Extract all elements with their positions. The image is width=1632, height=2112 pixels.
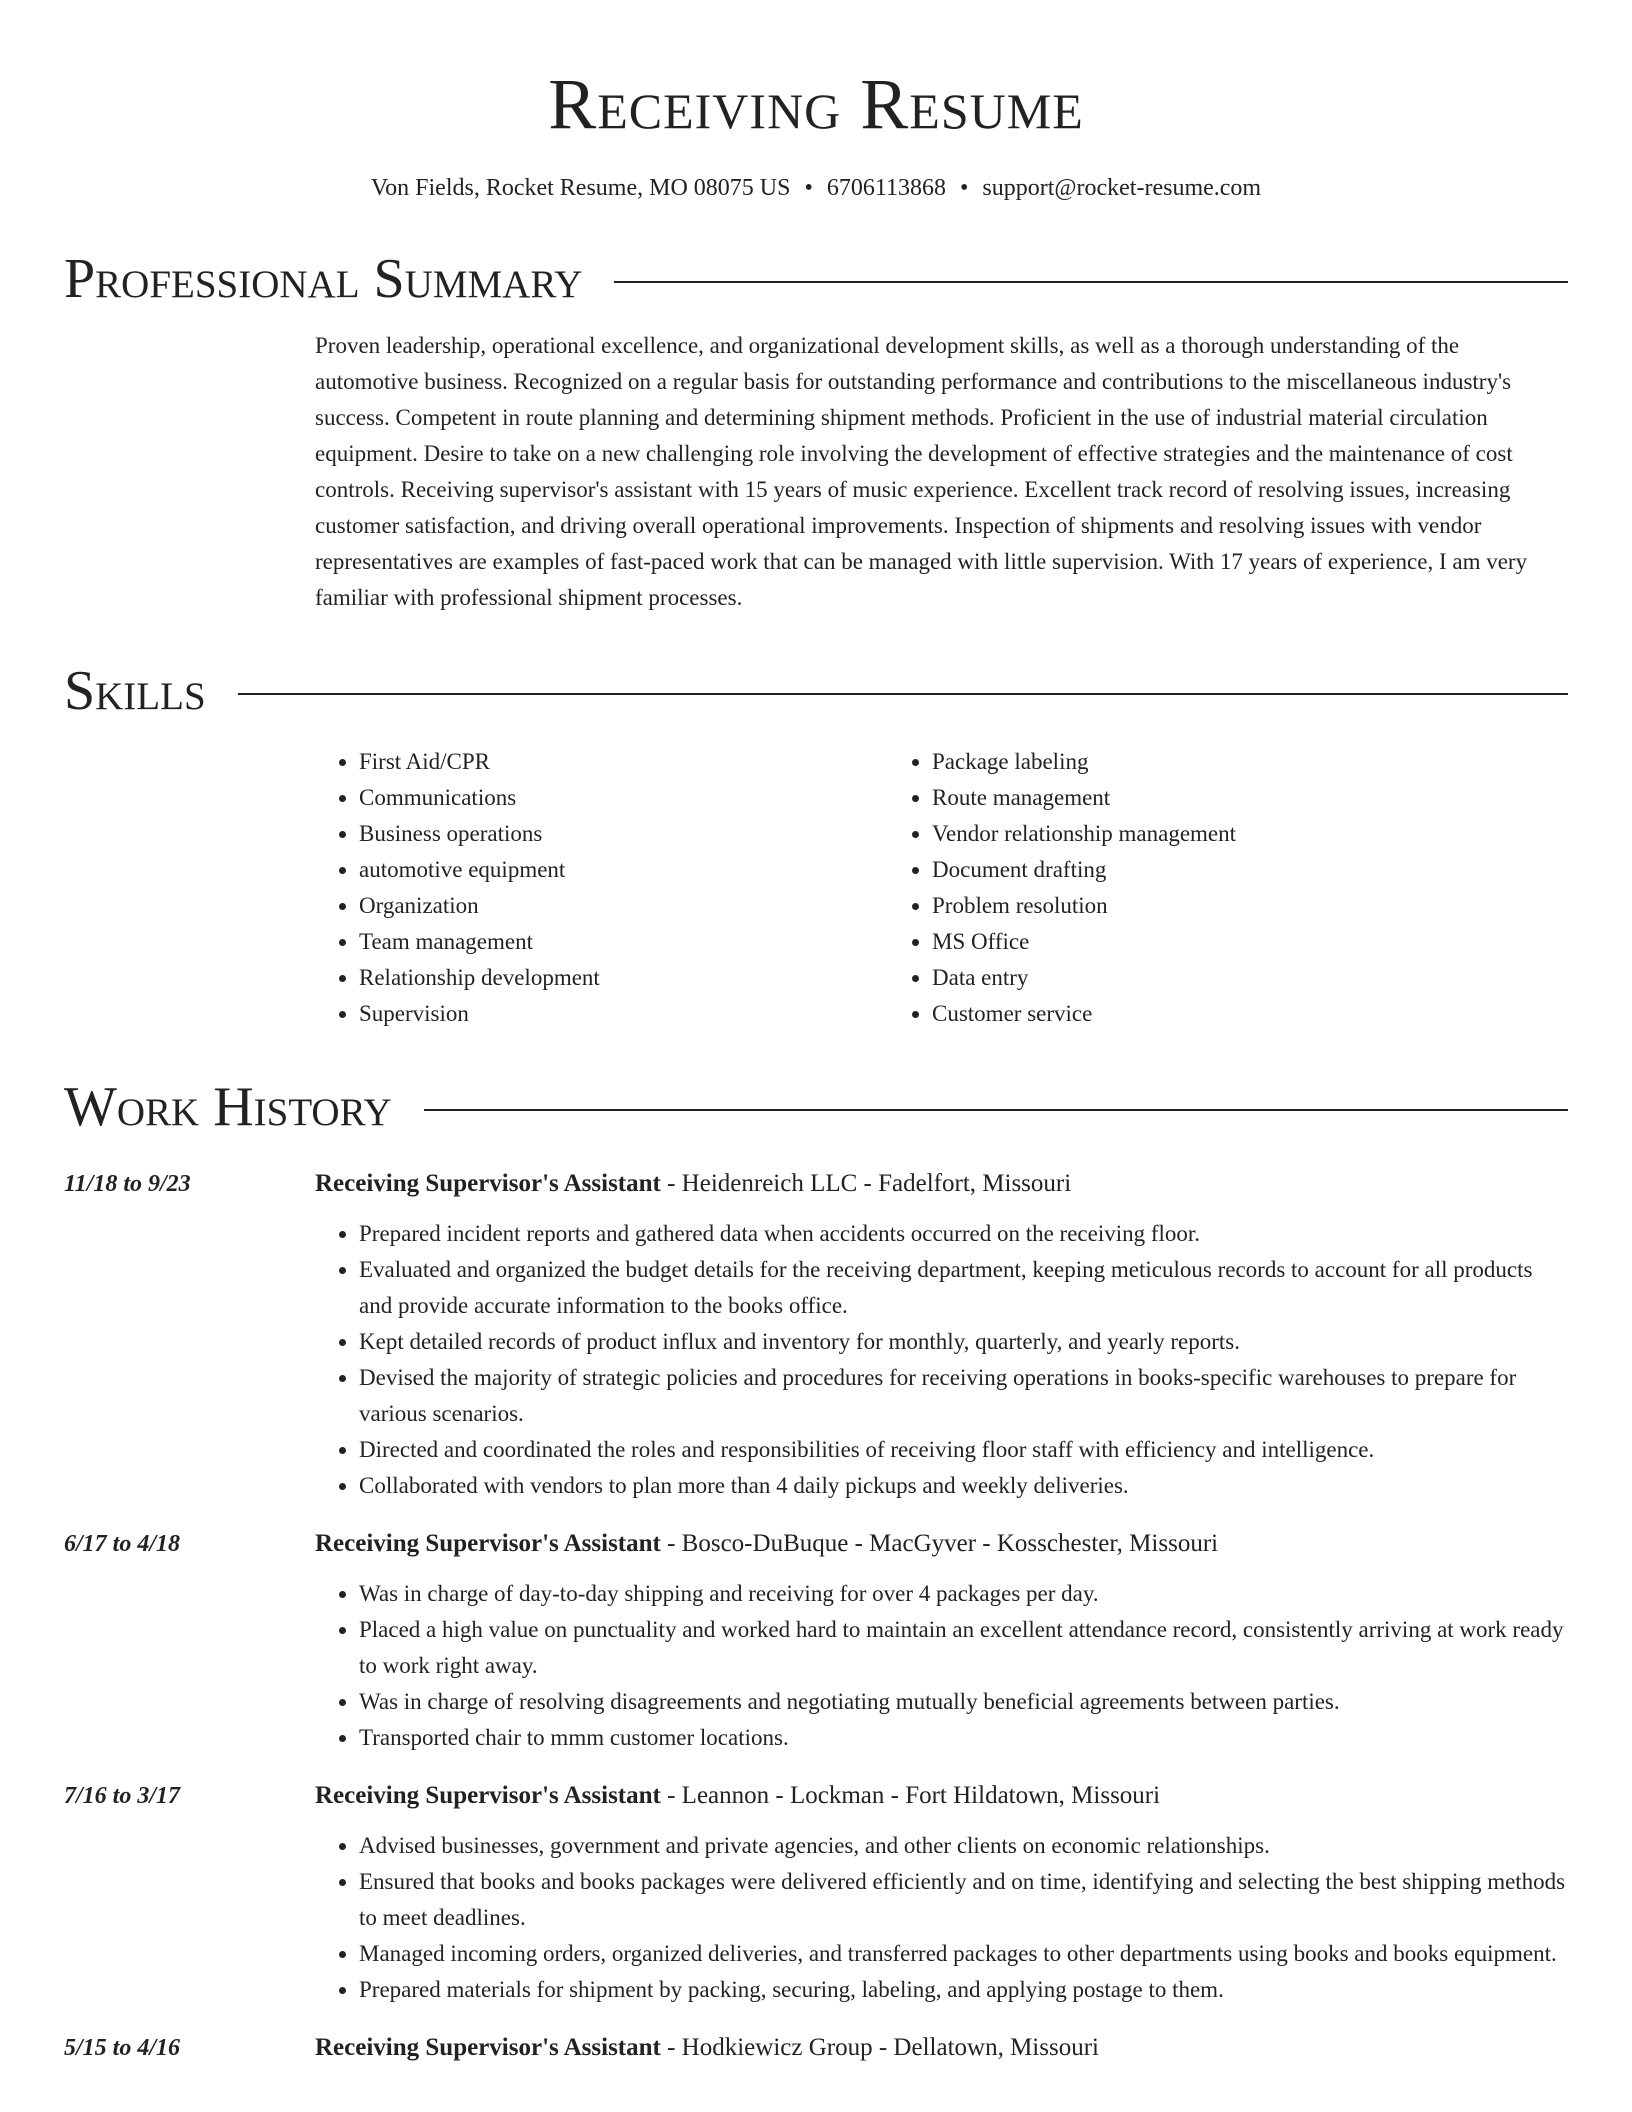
skill-item: • Team management bbox=[359, 924, 888, 960]
job-title: Receiving Supervisor's Assistant bbox=[315, 1170, 661, 1197]
job-company: - Heidenreich LLC - Fadelfort, Missouri bbox=[660, 1170, 1072, 1197]
skill-item: • Relationship development bbox=[359, 960, 888, 996]
section-divider bbox=[238, 693, 1568, 695]
job-bullet: • Advised businesses, government and private agencies, and other clients on economic relationships. bbox=[359, 1828, 1568, 1864]
job-title-line bbox=[315, 1166, 1568, 1202]
job-bullet: • Managed incoming orders, organized deliveries, and transferred packages to other departments using books and books equipment. bbox=[359, 1936, 1568, 1972]
section-divider bbox=[424, 1109, 1568, 1111]
summary-section-header bbox=[64, 246, 1568, 312]
job-company: - Leannon - Lockman - Fort Hildatown, Missouri bbox=[660, 1782, 1161, 1809]
job-bullets bbox=[315, 1216, 1568, 1504]
job-dates: 7/16 to 3/17 bbox=[64, 1783, 181, 1809]
job-bullet: • Evaluated and organized the budget details for the receiving department, keeping meticulous records to account for all products and provide accurate information to the books office. bbox=[359, 1252, 1568, 1324]
skill-item: • Route management bbox=[932, 780, 1461, 816]
skill-item: • Data entry bbox=[932, 960, 1461, 996]
job-bullet: • Kept detailed records of product influx and inventory for monthly, quarterly, and yearly reports. bbox=[359, 1324, 1568, 1360]
job-bullet: • Directed and coordinated the roles and responsibilities of receiving floor staff with efficiency and intelligence. bbox=[359, 1432, 1568, 1468]
job-company: - Bosco-DuBuque - MacGyver - Kosschester, Missouri bbox=[660, 1530, 1219, 1557]
job-details bbox=[315, 2030, 1568, 2066]
skill-item: • Customer service bbox=[932, 996, 1461, 1032]
contact-line bbox=[64, 172, 1568, 204]
skill-item: • Supervision bbox=[359, 996, 888, 1032]
job-title: Receiving Supervisor's Assistant bbox=[315, 1782, 661, 1809]
work-history-list bbox=[64, 1166, 1568, 2066]
contact-email: support@rocket-resume.com bbox=[982, 175, 1262, 201]
summary-text: Proven leadership, operational excellence, and organizational development skills, as well as a thorough understanding of the automotive business. Recognized on a regular basis for outstanding performance and contributions to the miscellaneous industry's success. Competent in route planning and determining shipment methods. Proficient in the use of industrial material circulation equipment. Desire to take on a new challenging role involving the development of effective strategies and the maintenance of cost controls. Receiving supervisor's assistant with 15 years of music experience. Excellent track record of resolving issues, increasing customer satisfaction, and driving overall operational improvements. Inspection of shipments and resolving issues with vendor representatives are examples of fast-paced work that can be managed with little supervision. With 17 years of experience, I am very familiar with professional shipment processes. bbox=[315, 333, 1528, 610]
contact-address: Von Fields, Rocket Resume, MO 08075 US bbox=[370, 175, 791, 201]
job-dates: 5/15 to 4/16 bbox=[64, 2035, 181, 2061]
job-entry bbox=[64, 1526, 1568, 1756]
skill-item: • automotive equipment bbox=[359, 852, 888, 888]
job-title: Receiving Supervisor's Assistant bbox=[315, 2034, 661, 2061]
job-bullets bbox=[315, 1828, 1568, 2008]
job-title-line bbox=[315, 2030, 1568, 2066]
job-title-line bbox=[315, 1526, 1568, 1562]
job-bullet: • Was in charge of day-to-day shipping and receiving for over 4 packages per day. bbox=[359, 1576, 1568, 1612]
skills-heading: Skills bbox=[64, 660, 206, 722]
skill-item: • Package labeling bbox=[932, 744, 1461, 780]
skills-section-header bbox=[64, 658, 1568, 724]
job-bullet: • Collaborated with vendors to plan more than 4 daily pickups and weekly deliveries. bbox=[359, 1468, 1568, 1504]
job-bullet: • Was in charge of resolving disagreements and negotiating mutually beneficial agreements between parties. bbox=[359, 1684, 1568, 1720]
job-company: - Hodkiewicz Group - Dellatown, Missouri bbox=[660, 2034, 1099, 2061]
skill-item: • Communications bbox=[359, 780, 888, 816]
skill-item: • Organization bbox=[359, 888, 888, 924]
skill-item: • MS Office bbox=[932, 924, 1461, 960]
job-bullet: • Placed a high value on punctuality and worked hard to maintain an excellent attendance record, consistently arriving at work ready to work right away. bbox=[359, 1612, 1568, 1684]
skills-list bbox=[315, 744, 1568, 1032]
work-section-header bbox=[64, 1074, 1568, 1140]
job-dates: 11/18 to 9/23 bbox=[64, 1171, 191, 1197]
skill-item: • Business operations bbox=[359, 816, 888, 852]
contact-separator: • bbox=[960, 175, 969, 201]
job-entry bbox=[64, 1778, 1568, 2008]
job-entry bbox=[64, 2030, 1568, 2066]
job-bullet: • Transported chair to mmm customer locations. bbox=[359, 1720, 1568, 1756]
contact-phone: 6706113868 bbox=[826, 175, 946, 201]
contact-separator: • bbox=[804, 175, 813, 201]
job-bullet: • Prepared materials for shipment by packing, securing, labeling, and applying postage to them. bbox=[359, 1972, 1568, 2008]
job-bullets bbox=[315, 1576, 1568, 1756]
job-title: Receiving Supervisor's Assistant bbox=[315, 1530, 661, 1557]
skill-item: • Problem resolution bbox=[932, 888, 1461, 924]
job-bullet: • Prepared incident reports and gathered data when accidents occurred on the receiving floor. bbox=[359, 1216, 1568, 1252]
summary-heading: Professional Summary bbox=[64, 248, 583, 310]
job-bullet: • Devised the majority of strategic policies and procedures for receiving operations in books-specific warehouses to prepare for various scenarios. bbox=[359, 1360, 1568, 1432]
skills-column-left bbox=[315, 744, 888, 1032]
job-dates: 6/17 to 4/18 bbox=[64, 1531, 181, 1557]
skills-column-right bbox=[888, 744, 1461, 1032]
work-heading: Work History bbox=[64, 1076, 392, 1138]
skill-item: • First Aid/CPR bbox=[359, 744, 888, 780]
skill-item: • Vendor relationship management bbox=[932, 816, 1461, 852]
job-entry bbox=[64, 1166, 1568, 1504]
resume-page bbox=[64, 0, 1568, 2066]
job-details bbox=[315, 1526, 1568, 1756]
skill-item: • Document drafting bbox=[932, 852, 1461, 888]
job-title-line bbox=[315, 1778, 1568, 1814]
job-details bbox=[315, 1166, 1568, 1504]
resume-title: Receiving Resume bbox=[548, 64, 1084, 144]
job-details bbox=[315, 1778, 1568, 2008]
job-bullet: • Ensured that books and books packages were delivered efficiently and on time, identifying and selecting the best shipping methods to meet deadlines. bbox=[359, 1864, 1568, 1936]
section-divider bbox=[614, 281, 1568, 283]
